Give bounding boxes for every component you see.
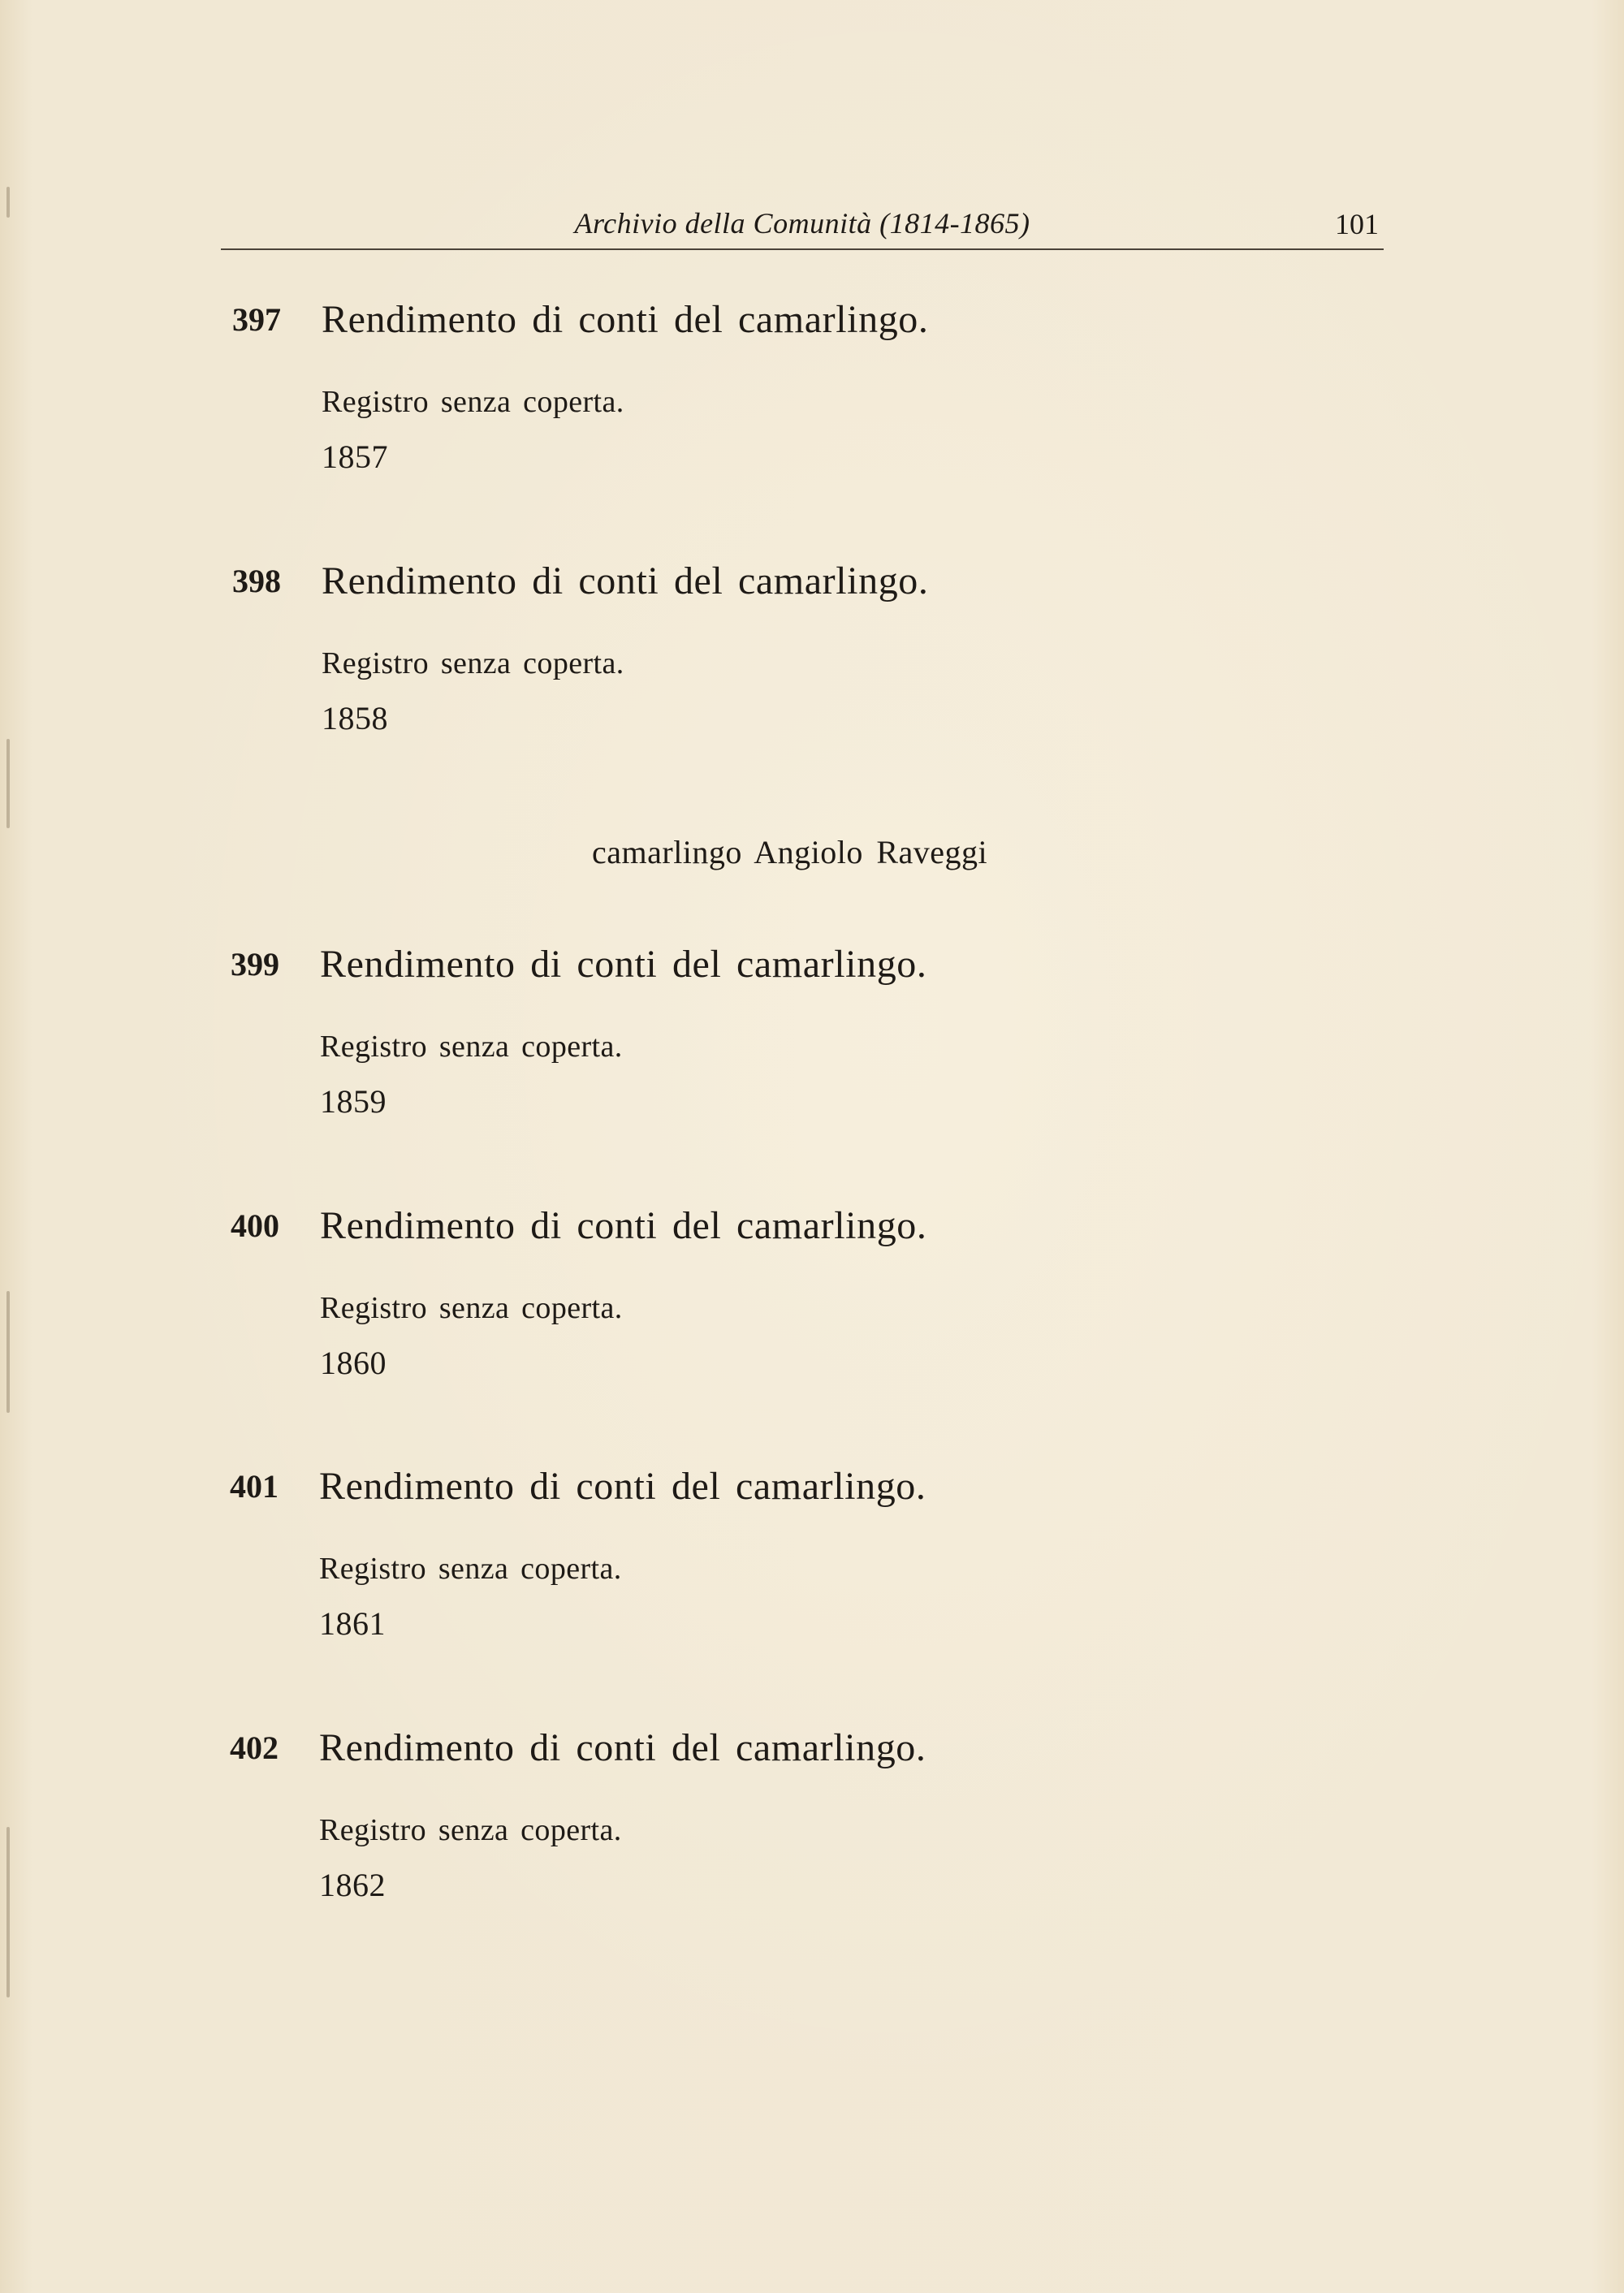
page-edge-mark <box>6 1827 10 1997</box>
entry-description: Registro senza coperta. <box>320 1291 623 1325</box>
catalog-entry <box>230 1724 1204 1919</box>
entry-description: Registro senza coperta. <box>319 1813 622 1847</box>
entry-year: 1859 <box>320 1083 387 1120</box>
catalog-entry <box>230 1462 1204 1657</box>
entry-number: 401 <box>230 1468 279 1505</box>
catalog-entry <box>232 557 1207 752</box>
entry-title: Rendimento di conti del camarlingo. <box>322 298 929 341</box>
entry-year: 1860 <box>320 1345 387 1381</box>
catalog-entry <box>232 296 1207 490</box>
entry-description: Registro senza coperta. <box>319 1552 622 1586</box>
entry-description: Registro senza coperta. <box>322 385 624 419</box>
entry-description: Registro senza coperta. <box>322 646 624 680</box>
entry-number: 399 <box>231 946 279 982</box>
page-edge-mark <box>6 739 10 828</box>
entry-year: 1862 <box>319 1867 386 1903</box>
catalog-entry <box>231 1202 1205 1397</box>
running-header <box>221 200 1384 250</box>
entry-number: 397 <box>232 301 281 338</box>
entry-number: 398 <box>232 563 281 599</box>
entry-year: 1857 <box>322 438 388 475</box>
entry-description: Registro senza coperta. <box>320 1030 623 1064</box>
running-header-title: Archivio della Comunità (1814-1865) <box>574 207 1030 240</box>
page-edge-mark <box>6 1291 10 1413</box>
entry-title: Rendimento di conti del camarlingo. <box>319 1465 926 1508</box>
entry-title: Rendimento di conti del camarlingo. <box>320 943 927 986</box>
entry-title: Rendimento di conti del camarlingo. <box>319 1726 926 1769</box>
entry-number: 400 <box>231 1207 279 1244</box>
entry-number: 402 <box>230 1729 279 1766</box>
page-edge-mark <box>6 187 10 218</box>
entry-title: Rendimento di conti del camarlingo. <box>322 559 929 602</box>
entry-title: Rendimento di conti del camarlingo. <box>320 1204 927 1247</box>
entry-year: 1858 <box>322 700 388 736</box>
catalog-entry <box>231 940 1205 1135</box>
entry-year: 1861 <box>319 1605 386 1642</box>
section-heading: camarlingo Angiolo Raveggi <box>592 834 988 870</box>
page-number: 101 <box>1335 208 1379 240</box>
